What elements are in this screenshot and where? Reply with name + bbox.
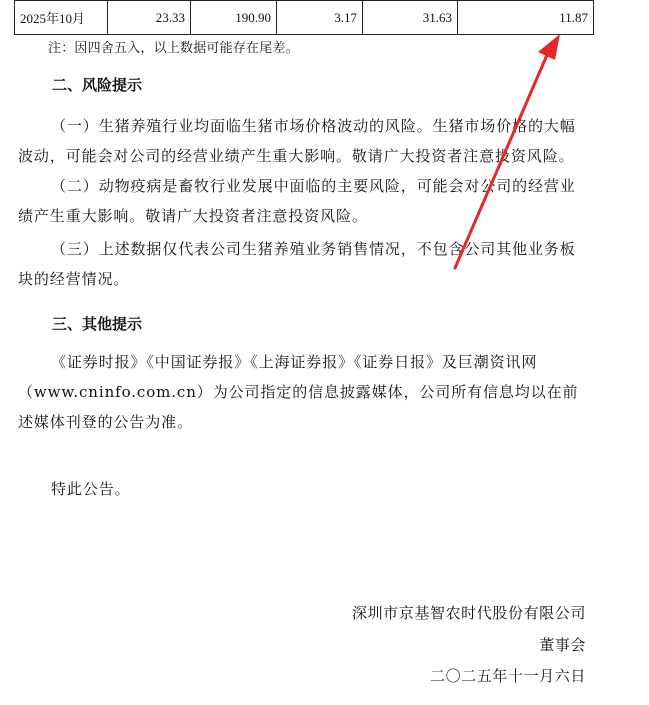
period-cell: 2025年10月 xyxy=(15,1,108,35)
other-paragraph: 《证券时报》《中国证券报》《上海证券报》《证券日报》及巨潮资讯网（www.cninfo.com.cn）为公司指定的信息披露媒体，公司所有信息均以在前述媒体刊登的公告为准。 xyxy=(18,353,579,431)
signature-board: 董事会 xyxy=(539,636,586,654)
section-heading-risk: 二、风险提示 xyxy=(52,76,143,94)
risk-paragraph-2: （二）动物疫病是畜牧行业发展中面临的主要风险，可能会对公司的经营业绩产生重大影响。敬请广大投资者注意投资风险。 xyxy=(18,177,576,225)
value-cell: 11.87 xyxy=(458,1,594,35)
risk-paragraph-1: （一）生猪养殖行业均面临生猪市场价格波动的风险。生猪市场价格的大幅波动，可能会对公司的经营业绩产生重大影响。敬请广大投资者注意投资风险。 xyxy=(18,117,576,165)
signature-company: 深圳市京基智农时代股份有限公司 xyxy=(351,604,586,622)
value-cell: 23.33 xyxy=(108,1,191,35)
rounding-note: 注：因四舍五入，以上数据可能存在尾差。 xyxy=(48,41,299,56)
value-cell: 31.63 xyxy=(363,1,458,35)
closing-text: 特此公告。 xyxy=(51,480,131,498)
section-heading-other: 三、其他提示 xyxy=(52,315,143,333)
value-cell: 3.17 xyxy=(277,1,363,35)
value-cell: 190.90 xyxy=(191,1,277,35)
risk-paragraph-3: （三）上述数据仅代表公司生猪养殖业务销售情况，不包含公司其他业务板块的经营情况。 xyxy=(18,240,576,288)
signature-date: 二〇二五年十一月六日 xyxy=(429,667,586,685)
